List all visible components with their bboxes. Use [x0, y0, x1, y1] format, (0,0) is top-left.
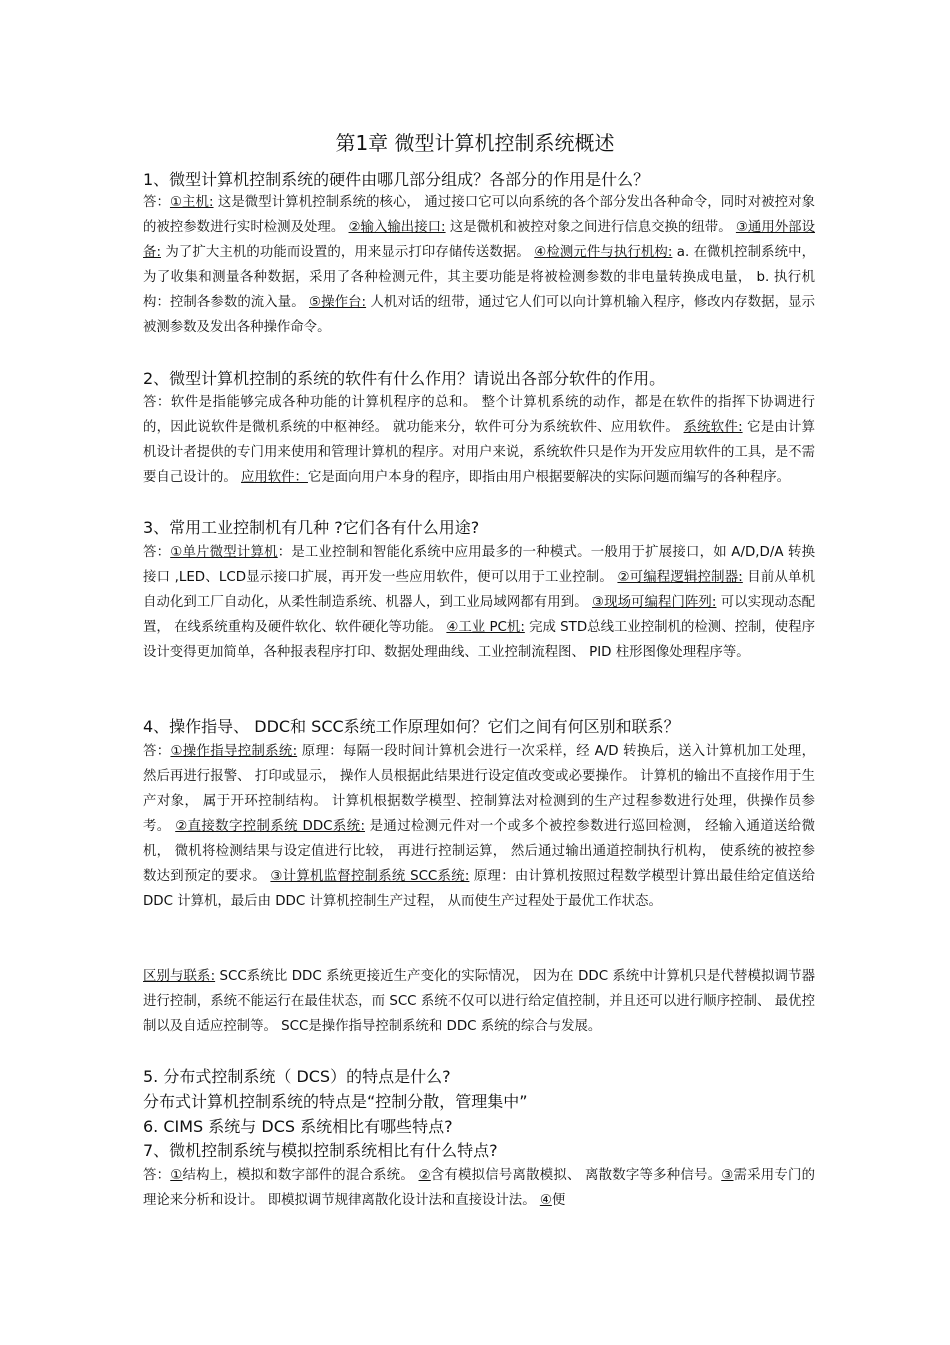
- answer-text: 原理：每隔一段时间计算机会进行一次采样，经 A/D 转换后，送入计算机加工处理， 然后再进行报警、 打印或显示， 操作人员根据此结果进行设定值改变或必要操作。 计算机的输出不直接作用于生产对象， 属于开环控制结构。 计算机根据数学模型、控制算法对检测到的生产过程参数进行处理，供操作员参考。: [143, 744, 816, 834]
- answer-text: ：是工业控制和智能化系统中应用最多的一种模式。一般用于扩展接口，如 A/D,D/A 转换接口 ,LED、LCD显示接口扩展，再开发一些应用软件，便可以用于工业控制。: [143, 545, 815, 585]
- question-4-heading: 4、操作指导、 DDC和 SCC系统工作原理如何？它们之间有何区别和联系？: [143, 717, 680, 736]
- underlined-term: 系统软件:: [683, 420, 743, 435]
- question-5-heading: 5. 分布式控制系统（ DCS）的特点是什么?: [143, 1067, 451, 1086]
- underlined-term: ④检测元件与执行机构:: [534, 245, 673, 260]
- underlined-term: ③现场可编程门阵列:: [592, 595, 717, 610]
- answer-text: SCC系统比 DDC 系统更接近生产变化的实际情况， 因为在 DDC 系统中计算机只是代替模拟调节器进行控制，系统不能运行在最佳状态，而 SCC 系统不仅可以进行给定值控制，并且还可以进行顺序控制、 最优控制以及自适应控制等。 SCC是操作指导控制系统和 DDC 系统的综合与发展。: [143, 969, 816, 1034]
- underlined-term: ②输入输出接口:: [348, 220, 446, 235]
- underlined-term: ②可编程逻辑控制器:: [617, 570, 743, 585]
- answer-text: 目前从单机自动化到工厂自动化，从柔性制造系统、机器人，到工业局域网都有用到。: [143, 570, 816, 610]
- answer-text: 结构上，模拟和数字部件的混合系统。: [182, 1168, 419, 1183]
- underlined-term: ②: [418, 1168, 431, 1183]
- question-4-answer: [143, 739, 815, 914]
- answer-text: 答：: [143, 545, 171, 560]
- underlined-term: ④: [539, 1193, 552, 1208]
- answer-text: 答：: [143, 1168, 171, 1183]
- chapter-title: 第1章 微型计算机控制系统概述: [335, 131, 615, 155]
- answer-text: 含有模拟信号离散模拟、 离散数字等多种信号。: [430, 1168, 722, 1183]
- underlined-term: ⑤操作台:: [309, 295, 367, 310]
- answer-text: 答：: [143, 195, 170, 210]
- answer-text: 可以实现动态配置， 在线系统重构及硬件软化、软件硬化等功能。: [143, 595, 816, 635]
- underlined-term: ③计算机监督控制系统 SCC系统:: [270, 869, 470, 884]
- underlined-term: ①操作指导控制系统:: [170, 744, 298, 759]
- answer-text: 是通过检测元件对一个或多个被控参数进行巡回检测， 经输入通道送给微机， 微机将检测结果与设定值进行比较， 再进行控制运算， 然后通过输出通道控制执行机构， 使系统的被控参数达到预定的要求。: [143, 819, 815, 884]
- question-1-answer: [143, 190, 815, 340]
- answer-text: 答：: [143, 744, 171, 759]
- underlined-term: ①: [170, 1168, 183, 1183]
- answer-text: 这是微机和被控对象之间进行信息交换的纽带。: [445, 220, 736, 235]
- question-6-heading: 6. CIMS 系统与 DCS 系统相比有哪些特点?: [143, 1117, 453, 1136]
- underlined-term: ④工业 PC机:: [446, 620, 525, 635]
- underlined-term: ①单片微型计算机: [170, 545, 278, 560]
- question-3-answer: [143, 540, 815, 665]
- underlined-term: ①主机:: [169, 195, 214, 210]
- answer-text: 人机对话的纽带，通过它人们可以向计算机输入程序，修改内存数据，显示被测参数及发出各种操作命令。: [143, 295, 815, 335]
- question-2-heading: 2、微型计算机控制的系统的软件有什么作用？请说出各部分软件的作用。: [143, 369, 666, 388]
- question-2-answer: [143, 390, 815, 490]
- answer-text: 这是微型计算机控制系统的核心， 通过接口它可以向系统的各个部分发出各种命令，同时对被控对象的被控参数进行实时检测及处理。: [143, 195, 815, 235]
- answer-text: a. 在微机控制系统中，为了收集和测量各种数据，采用了各种检测元件，其主要功能是将被检测参数的非电量转换成电量， b. 执行机构：控制各参数的流入量。: [143, 245, 815, 310]
- question-7-answer: [143, 1163, 815, 1213]
- answer-text: 原理：由计算机按照过程数学模型计算出最佳给定值送给 DDC 计算机，最后由 DDC 计算机控制生产过程， 从而使生产过程处于最优工作状态。: [143, 869, 815, 909]
- answer-text: 它是由计算机设计者提供的专门用来使用和管理计算机的程序。对用户来说，系统软件只是作为开发应用软件的工具，是不需要自己设计的。: [143, 420, 815, 485]
- underlined-term: ②直接数字控制系统 DDC系统:: [175, 819, 365, 834]
- underlined-term: ③通用外部设备:: [143, 220, 815, 260]
- question-3-heading: 3、常用工业控制机有几种 ?它们各有什么用途?: [143, 518, 480, 537]
- question-7-heading: 7、微机控制系统与模拟控制系统相比有什么特点?: [143, 1141, 498, 1160]
- question-4-difference: [143, 964, 815, 1039]
- underlined-term: 区别与联系:: [143, 969, 216, 984]
- answer-text: 需采用专门的理论来分析和设计。 即模拟调节规律离散化设计法和直接设计法。: [143, 1168, 815, 1208]
- question-1-heading: 1、微型计算机控制系统的硬件由哪几部分组成？各部分的作用是什么？: [143, 170, 650, 189]
- answer-text: 为了扩大主机的功能而设置的，用来显示打印存储传送数据。: [161, 245, 535, 260]
- answer-text: 完成 STD总线工业控制机的检测、控制，使程序设计变得更加简单，各种报表程序打印、数据处理曲线、工业控制流程图、 PID 柱形图像处理程序等。: [143, 620, 815, 660]
- answer-text: 它是面向用户本身的程序，即指由用户根据要解决的实际问题而编写的各种程序。: [307, 470, 791, 485]
- answer-text: 便: [551, 1193, 566, 1208]
- question-5-answer: 分布式计算机控制系统的特点是“控制分散，管理集中”: [143, 1092, 528, 1111]
- answer-text: 答：软件是指能够完成各种功能的计算机程序的总和。 整个计算机系统的动作，都是在软件的指挥下协调进行的，因此说软件是微机系统的中枢神经。 就功能来分，软件可分为系统软件、应用软件。: [143, 395, 815, 435]
- underlined-term: ③: [721, 1168, 734, 1183]
- underlined-term: 应用软件：: [241, 470, 308, 485]
